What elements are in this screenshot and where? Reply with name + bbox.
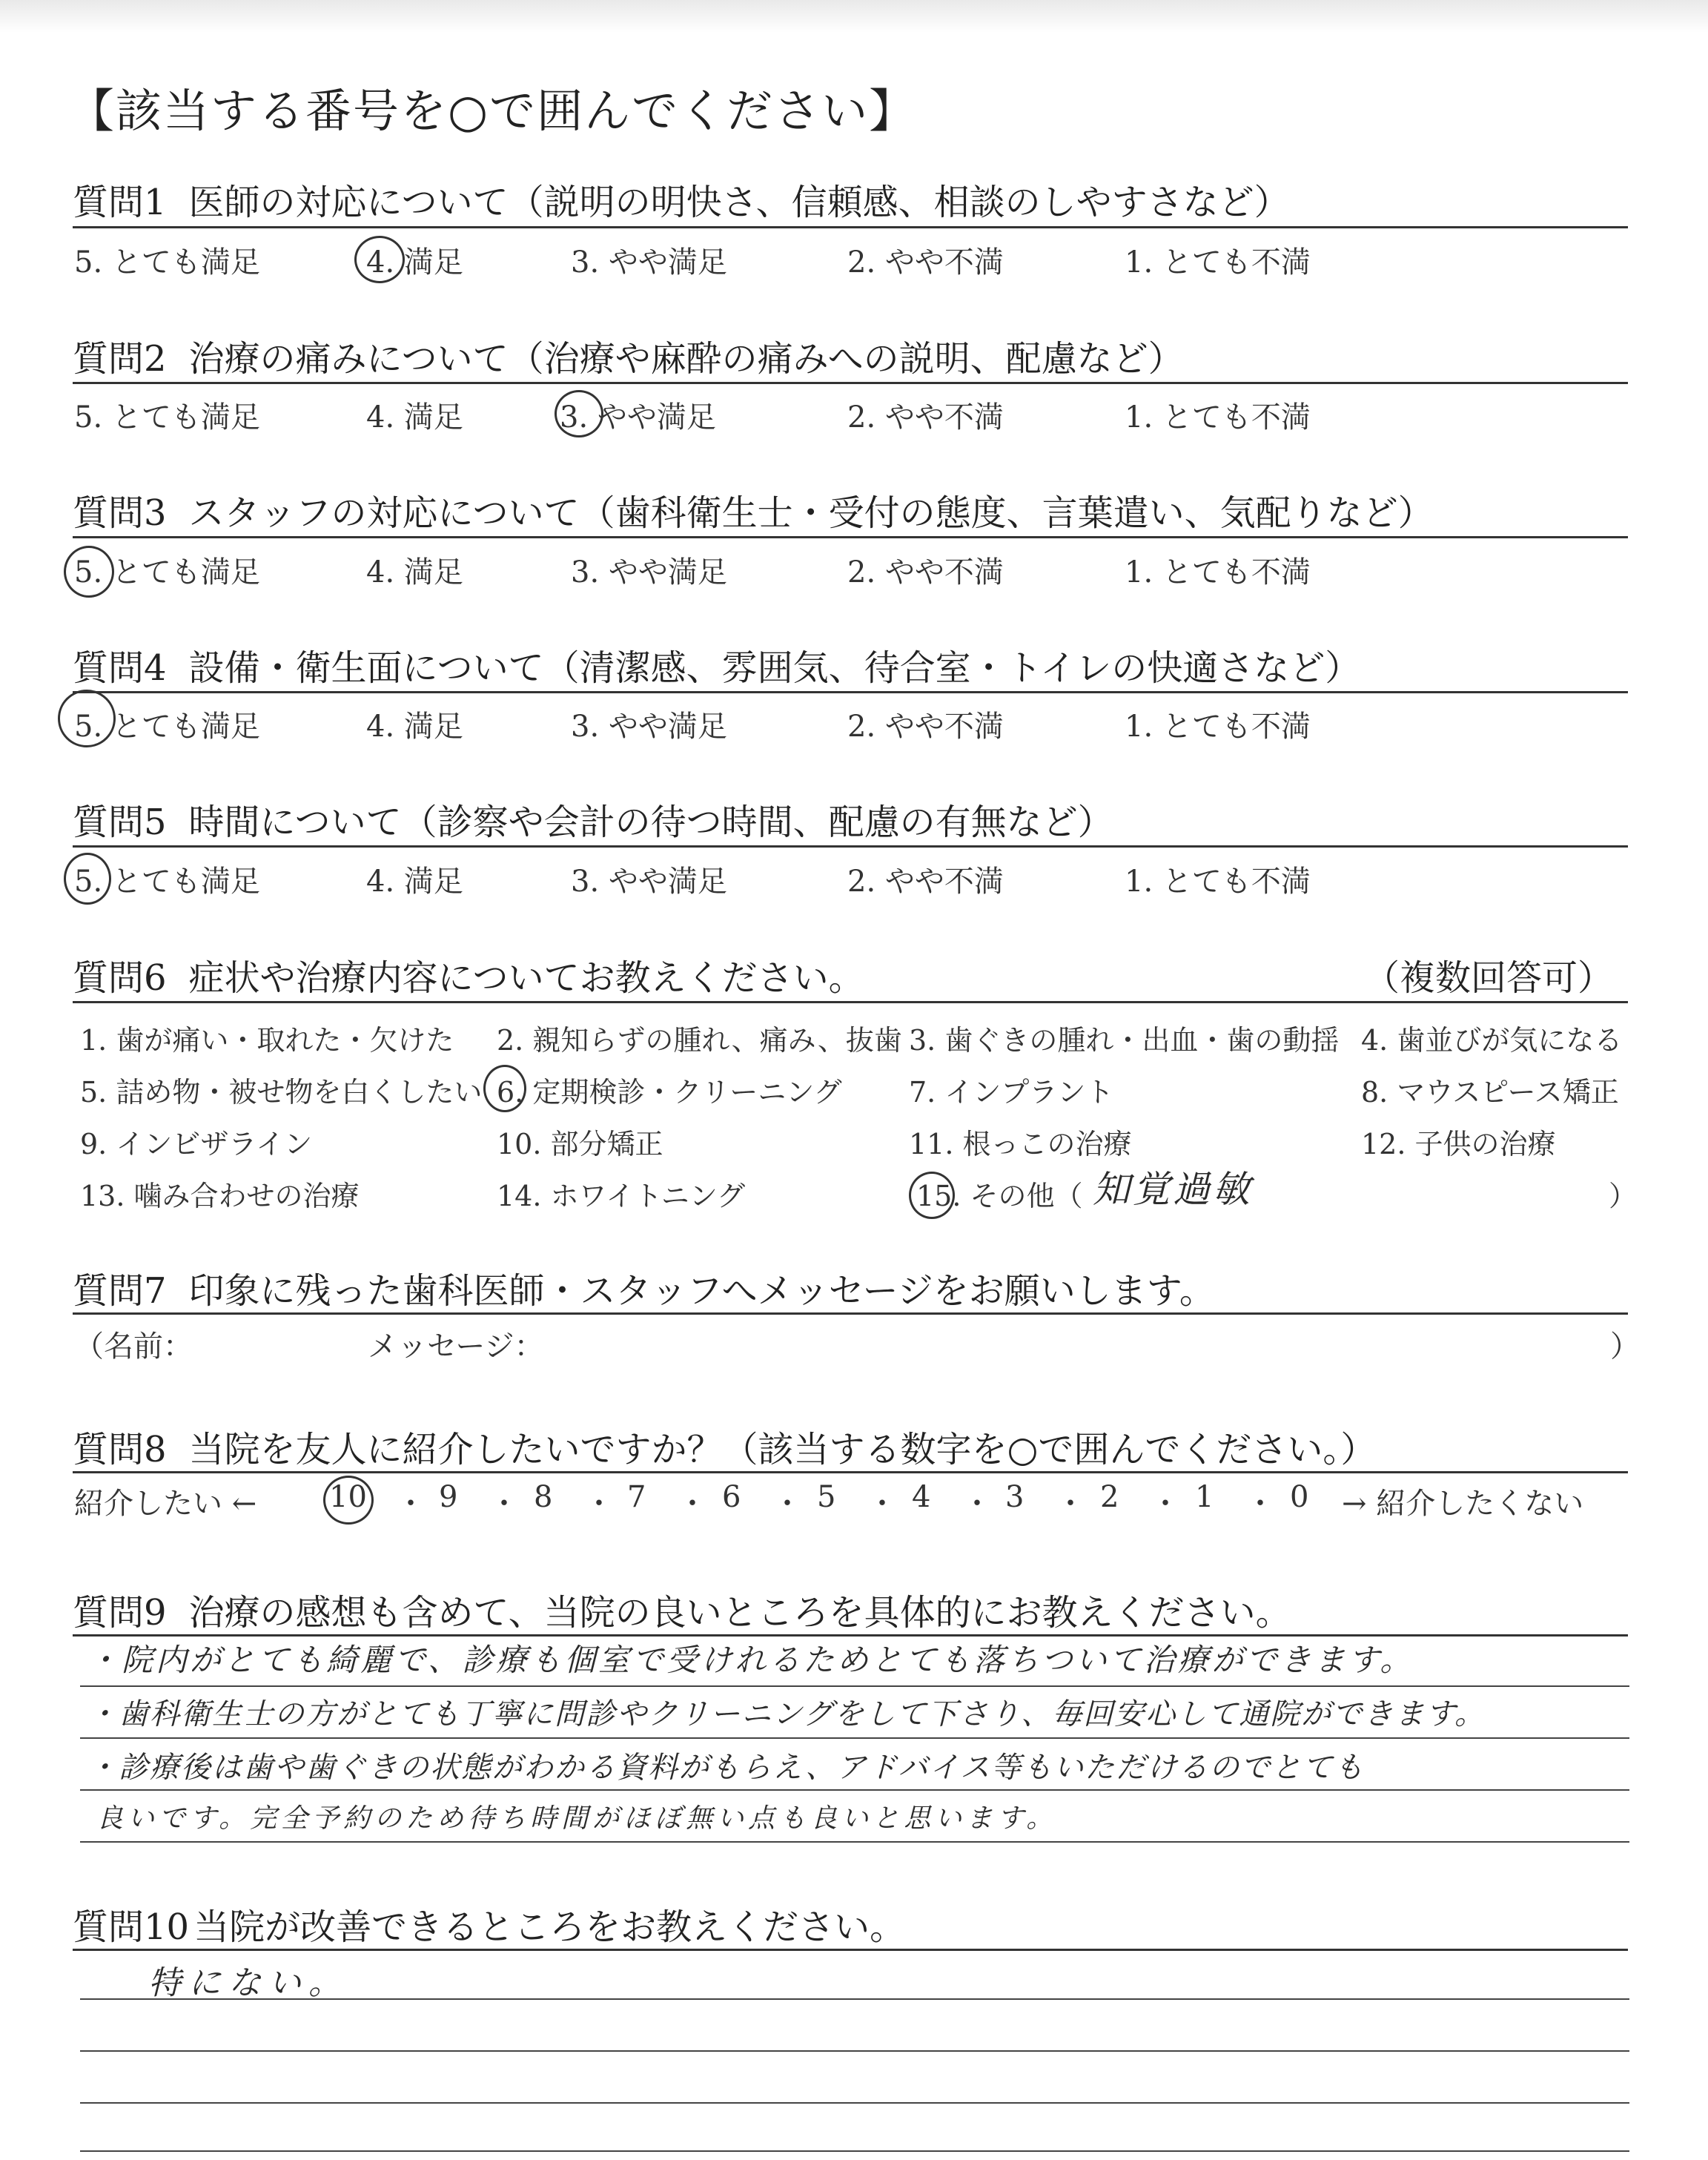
q8-right-label: → 紹介したくない <box>1342 1487 1584 1521</box>
divider <box>73 845 1628 848</box>
question-number: 質問7 <box>73 1270 167 1312</box>
q9-answer-line-4: 良いです。完全予約のため待ち時間がほぼ無い点も良いと思います。 <box>96 1803 1058 1834</box>
question-text: 医師の対応について（説明の明快さ、信頼感、相談のしやすさなど） <box>188 182 1290 223</box>
answer-line <box>80 1685 1629 1687</box>
q6-option-9[interactable]: 9. インビザライン <box>80 1128 313 1160</box>
scale-dot: ・ <box>962 1487 992 1521</box>
scale-4[interactable]: 4 <box>912 1480 931 1514</box>
question-text: スタッフの対応について（歯科衛生士・受付の態度、言葉遣い、気配りなど） <box>188 492 1434 534</box>
question-1 <box>73 174 1290 225</box>
question-4 <box>73 639 1360 690</box>
q3-answer-circle <box>64 546 114 598</box>
scale-dot: ・ <box>396 1487 426 1521</box>
question-5 <box>73 793 1113 845</box>
scale-7[interactable]: 7 <box>627 1480 646 1514</box>
question-3 <box>73 484 1434 535</box>
scale-dot: ・ <box>678 1487 707 1521</box>
question-6 <box>73 949 864 1000</box>
question-10 <box>73 1898 905 1949</box>
q4-option-2[interactable]: 2. やや不満 <box>847 710 1004 744</box>
q6-option-2[interactable]: 2. 親知らずの腫れ、痛み、抜歯 <box>497 1024 902 1057</box>
scale-9[interactable]: 9 <box>439 1480 458 1514</box>
question-7 <box>73 1262 1215 1313</box>
question-text: 治療の痛みについて（治療や麻酔の痛みへの説明、配慮など） <box>188 338 1184 380</box>
question-text: 症状や治療内容についてお教えください。 <box>188 957 864 999</box>
q6-option-7[interactable]: 7. インプラント <box>909 1076 1114 1109</box>
q6-option-11[interactable]: 11. 根っこの治療 <box>909 1128 1132 1160</box>
scale-6[interactable]: 6 <box>722 1480 741 1514</box>
q2-answer-circle <box>555 390 603 437</box>
q6-option-6[interactable]: 6. 定期検診・クリーニング <box>497 1076 842 1109</box>
answer-line <box>80 1998 1629 2000</box>
question-8 <box>73 1421 1376 1472</box>
question-text: 設備・衛生面について（清潔感、雰囲気、待合室・トイレの快適さなど） <box>188 647 1361 689</box>
scale-3[interactable]: 3 <box>1005 1480 1025 1514</box>
q5-option-1[interactable]: 1. とても不満 <box>1125 865 1311 899</box>
answer-line <box>80 1737 1629 1739</box>
question-text: 当院を友人に紹介したいですか？（該当する数字を○で囲んでください。） <box>188 1429 1377 1470</box>
q2-option-5[interactable]: 5. とても満足 <box>74 400 260 435</box>
question-number: 質問4 <box>73 647 167 689</box>
q5-option-4[interactable]: 4. 満足 <box>366 865 463 899</box>
q6-other-close-paren: ） <box>1609 1180 1638 1212</box>
scale-10[interactable]: 10 <box>329 1480 367 1514</box>
q1-option-4[interactable]: 4. 満足 <box>366 245 463 280</box>
question-number: 質問9 <box>73 1592 167 1634</box>
q7-close-paren: ） <box>1610 1330 1640 1364</box>
scale-dot: ・ <box>772 1487 802 1521</box>
divider <box>73 226 1628 228</box>
q3-option-3[interactable]: 3. やや満足 <box>571 555 727 589</box>
q6-option-15[interactable]: 15. その他（ <box>916 1180 1083 1212</box>
question-text: 時間について（診察や会計の待つ時間、配慮の有無など） <box>188 802 1113 843</box>
scan-top-band <box>0 0 1708 33</box>
answer-line <box>80 2150 1629 2152</box>
q6-option-3[interactable]: 3. 歯ぐきの腫れ・出血・歯の動揺 <box>909 1024 1340 1057</box>
q6-option-4[interactable]: 4. 歯並びが気になる <box>1361 1024 1623 1057</box>
q6-option-10[interactable]: 10. 部分矯正 <box>497 1128 663 1160</box>
q5-answer-circle <box>64 853 111 905</box>
q8-answer-circle <box>323 1476 374 1525</box>
q6-answer-circle-15 <box>909 1172 955 1219</box>
q5-option-5[interactable]: 5. とても満足 <box>74 865 260 899</box>
divider <box>73 1001 1628 1003</box>
q1-option-3[interactable]: 3. やや満足 <box>571 245 727 280</box>
question-number: 質問1 <box>73 182 167 223</box>
q6-answer-circle-6 <box>483 1065 526 1112</box>
scale-dot: ・ <box>1245 1487 1275 1521</box>
question-number: 質問10 <box>73 1906 190 1948</box>
q2-option-2[interactable]: 2. やや不満 <box>847 400 1004 435</box>
multiple-answers-note: （複数回答可） <box>1364 957 1614 999</box>
divider <box>73 382 1628 384</box>
q2-option-4[interactable]: 4. 満足 <box>366 400 463 435</box>
answer-line <box>80 1789 1629 1791</box>
divider <box>73 1949 1628 1951</box>
q6-option-12[interactable]: 12. 子供の治療 <box>1361 1128 1556 1160</box>
q6-option-8[interactable]: 8. マウスピース矯正 <box>1361 1076 1619 1109</box>
scale-dot: ・ <box>867 1487 897 1521</box>
q1-option-1[interactable]: 1. とても不満 <box>1125 245 1311 280</box>
question-number: 質問2 <box>73 338 167 380</box>
q4-answer-circle <box>58 690 116 747</box>
q5-option-3[interactable]: 3. やや満足 <box>571 865 727 899</box>
q4-option-4[interactable]: 4. 満足 <box>366 710 463 744</box>
scale-2[interactable]: 2 <box>1100 1480 1119 1514</box>
q7-message-label: メッセージ： <box>368 1330 544 1364</box>
q9-answer-line-2: ・歯科衛生士の方がとても丁寧に問診やクリーニングをして下さり、毎回安心して通院ができます。 <box>87 1697 1486 1731</box>
q9-answer-line-3: ・診療後は歯や歯ぐきの状態がわかる資料がもらえ、アドバイス等もいただけるのでとても <box>87 1751 1366 1785</box>
scale-1[interactable]: 1 <box>1195 1480 1214 1514</box>
answer-line <box>80 2050 1629 2052</box>
divider <box>73 691 1628 693</box>
q4-option-5[interactable]: 5. とても満足 <box>74 710 260 744</box>
q10-answer: 特にない。 <box>148 1964 348 2002</box>
scale-dot: ・ <box>584 1487 614 1521</box>
question-number: 質問5 <box>73 802 167 843</box>
page-title: 【該当する番号を○で囲んでください】 <box>68 84 917 138</box>
q3-option-1[interactable]: 1. とても不満 <box>1125 555 1311 589</box>
divider <box>73 536 1628 538</box>
q2-option-3[interactable]: 3. やや満足 <box>560 400 716 435</box>
divider <box>73 1471 1628 1473</box>
q6-other-handwritten: 知覚過敏 <box>1093 1168 1253 1211</box>
q4-option-1[interactable]: 1. とても不満 <box>1125 710 1311 744</box>
q5-option-2[interactable]: 2. やや不満 <box>847 865 1004 899</box>
q6-option-14[interactable]: 14. ホワイトニング <box>497 1180 746 1212</box>
q3-option-2[interactable]: 2. やや不満 <box>847 555 1004 589</box>
q4-option-3[interactable]: 3. やや満足 <box>571 710 727 744</box>
q1-answer-circle <box>354 236 405 283</box>
question-text: 当院が改善できるところをお教えください。 <box>193 1906 906 1948</box>
q9-answer-line-1: ・院内がとても綺麗で、診療も個室で受けれるためとても落ちついて治療ができます。 <box>87 1642 1414 1678</box>
answer-line <box>80 1841 1629 1843</box>
scale-dot: ・ <box>1151 1487 1180 1521</box>
q7-name-label: （名前： <box>74 1330 193 1364</box>
answer-line <box>80 2102 1629 2104</box>
q2-option-1[interactable]: 1. とても不満 <box>1125 400 1311 435</box>
divider <box>73 1312 1628 1315</box>
scale-0[interactable]: 0 <box>1290 1480 1309 1514</box>
q8-left-label: 紹介したい ← <box>74 1487 257 1521</box>
question-text: 治療の感想も含めて、当院の良いところを具体的にお教えください。 <box>188 1592 1291 1634</box>
q3-option-4[interactable]: 4. 満足 <box>366 555 463 589</box>
q6-option-5[interactable]: 5. 詰め物・被せ物を白くしたい <box>80 1076 483 1109</box>
q6-option-1[interactable]: 1. 歯が痛い・取れた・欠けた <box>80 1024 454 1057</box>
question-2 <box>73 330 1184 381</box>
scale-5[interactable]: 5 <box>817 1480 836 1514</box>
question-9 <box>73 1584 1291 1635</box>
scale-8[interactable]: 8 <box>534 1480 553 1514</box>
q1-option-2[interactable]: 2. やや不満 <box>847 245 1004 280</box>
scale-dot: ・ <box>489 1487 519 1521</box>
q3-option-5[interactable]: 5. とても満足 <box>74 555 260 589</box>
question-number: 質問6 <box>73 957 167 999</box>
q1-option-5[interactable]: 5. とても満足 <box>74 245 260 280</box>
q6-option-13[interactable]: 13. 噛み合わせの治療 <box>80 1180 360 1212</box>
question-text: 印象に残った歯科医師・スタッフへメッセージをお願いします。 <box>188 1270 1215 1312</box>
question-number: 質問3 <box>73 492 167 534</box>
scale-dot: ・ <box>1056 1487 1085 1521</box>
question-number: 質問8 <box>73 1429 167 1470</box>
